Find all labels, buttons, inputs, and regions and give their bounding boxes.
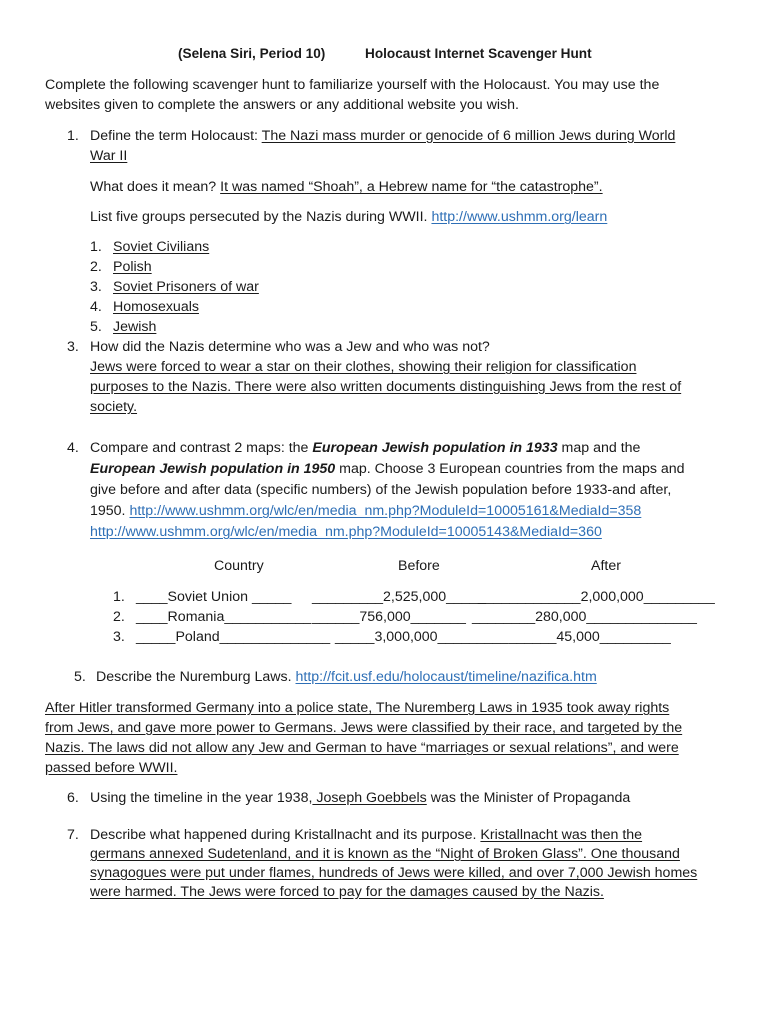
list-item: 1. Soviet Civilians xyxy=(90,239,210,255)
q1-answer-cont: War II xyxy=(90,148,128,164)
student-info: (Selena Siri, Period 10) xyxy=(178,46,326,61)
table-row: 3. xyxy=(113,629,125,645)
column-header-before: Before xyxy=(398,558,440,574)
row-before: _________2,525,000_____ xyxy=(312,589,486,605)
q5-prompt: Describe the Nuremburg Laws. xyxy=(96,669,292,685)
q5-answer-3: Nazis. The laws did not allow any Jew and German to have “marriages or sexual relations”, and were xyxy=(45,740,679,756)
column-header-country: Country xyxy=(214,558,264,574)
q7-line-1: Describe what happened during Kristallnacht and its purpose. Kristallnacht was then the xyxy=(90,827,643,843)
row-country: _____Poland______________ xyxy=(136,629,331,645)
q1-groups-prompt: List five groups persecuted by the Nazis during WWII. xyxy=(90,209,428,225)
q6-line: Using the timeline in the year 1938, Joseph Goebbels was the Minister of Propaganda xyxy=(90,790,631,806)
row-after: ______45,000_________ xyxy=(509,629,671,645)
map-1950-title: European Jewish population in 1950 xyxy=(90,461,336,477)
q4-line-3: give before and after data (specific numbers) of the Jewish population before 1933-and after, xyxy=(90,482,672,498)
row-after: _____________2,000,000_________ xyxy=(478,589,715,605)
question-number: 6. xyxy=(67,790,79,806)
q7-answer-4: were harmed. The Jews were forced to pay for the damages caused by the Nazis. xyxy=(90,884,604,900)
intro-line-2: websites given to complete the answers or any additional website you wish. xyxy=(45,97,519,113)
row-before: _____3,000,000_________ xyxy=(335,629,509,645)
ushmm-learn-link[interactable]: http://www.ushmm.org/learn xyxy=(431,209,608,225)
row-before: ______756,000_______ xyxy=(312,609,466,625)
q7-prompt: Describe what happened during Kristallnacht and its purpose. xyxy=(90,827,477,843)
page-title: Holocaust Internet Scavenger Hunt xyxy=(365,46,592,61)
q1-prompt: Define the term Holocaust: xyxy=(90,128,258,144)
question-number: 1. xyxy=(67,128,79,144)
q3-prompt: How did the Nazis determine who was a Jew and who was not? xyxy=(90,339,490,355)
q1-groups-line xyxy=(90,207,607,227)
q5-answer-4: passed before WWII. xyxy=(45,760,178,776)
question-number: 4. xyxy=(67,440,79,456)
column-header-after: After xyxy=(591,558,621,574)
table-row: 1. xyxy=(113,589,125,605)
q1-meaning xyxy=(90,177,603,197)
q1-meaning-prompt: What does it mean? xyxy=(90,179,217,195)
row-country: ____Romania___________ xyxy=(136,609,312,625)
question-number: 5. xyxy=(74,669,86,685)
q5-answer-1: After Hitler transformed Germany into a police state, The Nuremberg Laws in 1935 took away rights xyxy=(45,700,670,716)
list-item: 4. Homosexuals xyxy=(90,299,199,315)
q4-line-4: 1950. http://www.ushmm.org/wlc/en/media_nm.php?ModuleId=10005161&MediaId=358 xyxy=(90,503,642,519)
question-number: 7. xyxy=(67,827,79,843)
question-number: 3. xyxy=(67,339,79,355)
q1-line xyxy=(90,126,675,146)
q7-answer-3: synagogues were put under flames, hundreds of Jews were killed, and over 7,000 Jewish homes xyxy=(90,865,698,881)
q3-answer-3: society. xyxy=(90,399,138,415)
q5-answer-2: from Jews, and gave more power to Germans. Jews were classified by their race, and targeted by the xyxy=(45,720,683,736)
q4-line-2: European Jewish population in 1950 map. Choose 3 European countries from the maps and xyxy=(90,461,685,477)
map-1933-title: European Jewish population in 1933 xyxy=(312,440,558,456)
q3-answer-1: Jews were forced to wear a star on their clothes, showing their religion for classification xyxy=(90,359,637,375)
q4-line-1: Compare and contrast 2 maps: the European Jewish population in 1933 map and the xyxy=(90,440,641,456)
ushmm-map-link-2[interactable]: http://www.ushmm.org/wlc/en/media_nm.php?ModuleId=10005143&MediaId=360 xyxy=(90,524,602,540)
list-item: 5. Jewish xyxy=(90,319,157,335)
q1-meaning-answer: It was named “Shoah”, a Hebrew name for “the catastrophe”. xyxy=(220,179,603,195)
q1-answer: The Nazi mass murder or genocide of 6 million Jews during World xyxy=(261,128,676,144)
table-row: 2. xyxy=(113,609,125,625)
list-item: 2. Polish xyxy=(90,259,152,275)
q3-answer-2: purposes to the Nazis. There were also written documents distinguishing Jews from the rest of xyxy=(90,379,682,395)
q5-line xyxy=(96,667,597,687)
ushmm-map-link-1[interactable]: http://www.ushmm.org/wlc/en/media_nm.php?ModuleId=10005161&MediaId=358 xyxy=(129,503,642,519)
row-country: ____Soviet Union _____ xyxy=(136,589,292,605)
list-item: 3. Soviet Prisoners of war xyxy=(90,279,259,295)
intro-line-1: Complete the following scavenger hunt to familiarize yourself with the Holocaust. You may use the xyxy=(45,77,660,93)
q6-answer: Joseph Goebbels xyxy=(312,790,427,806)
q7-answer-2: germans annexed Sudetenland, and it is known as the “Night of Broken Glass”. One thousand xyxy=(90,846,680,862)
fcit-nazification-link[interactable]: http://fcit.usf.edu/holocaust/timeline/nazifica.htm xyxy=(295,669,597,685)
row-after: ________280,000______________ xyxy=(472,609,697,625)
